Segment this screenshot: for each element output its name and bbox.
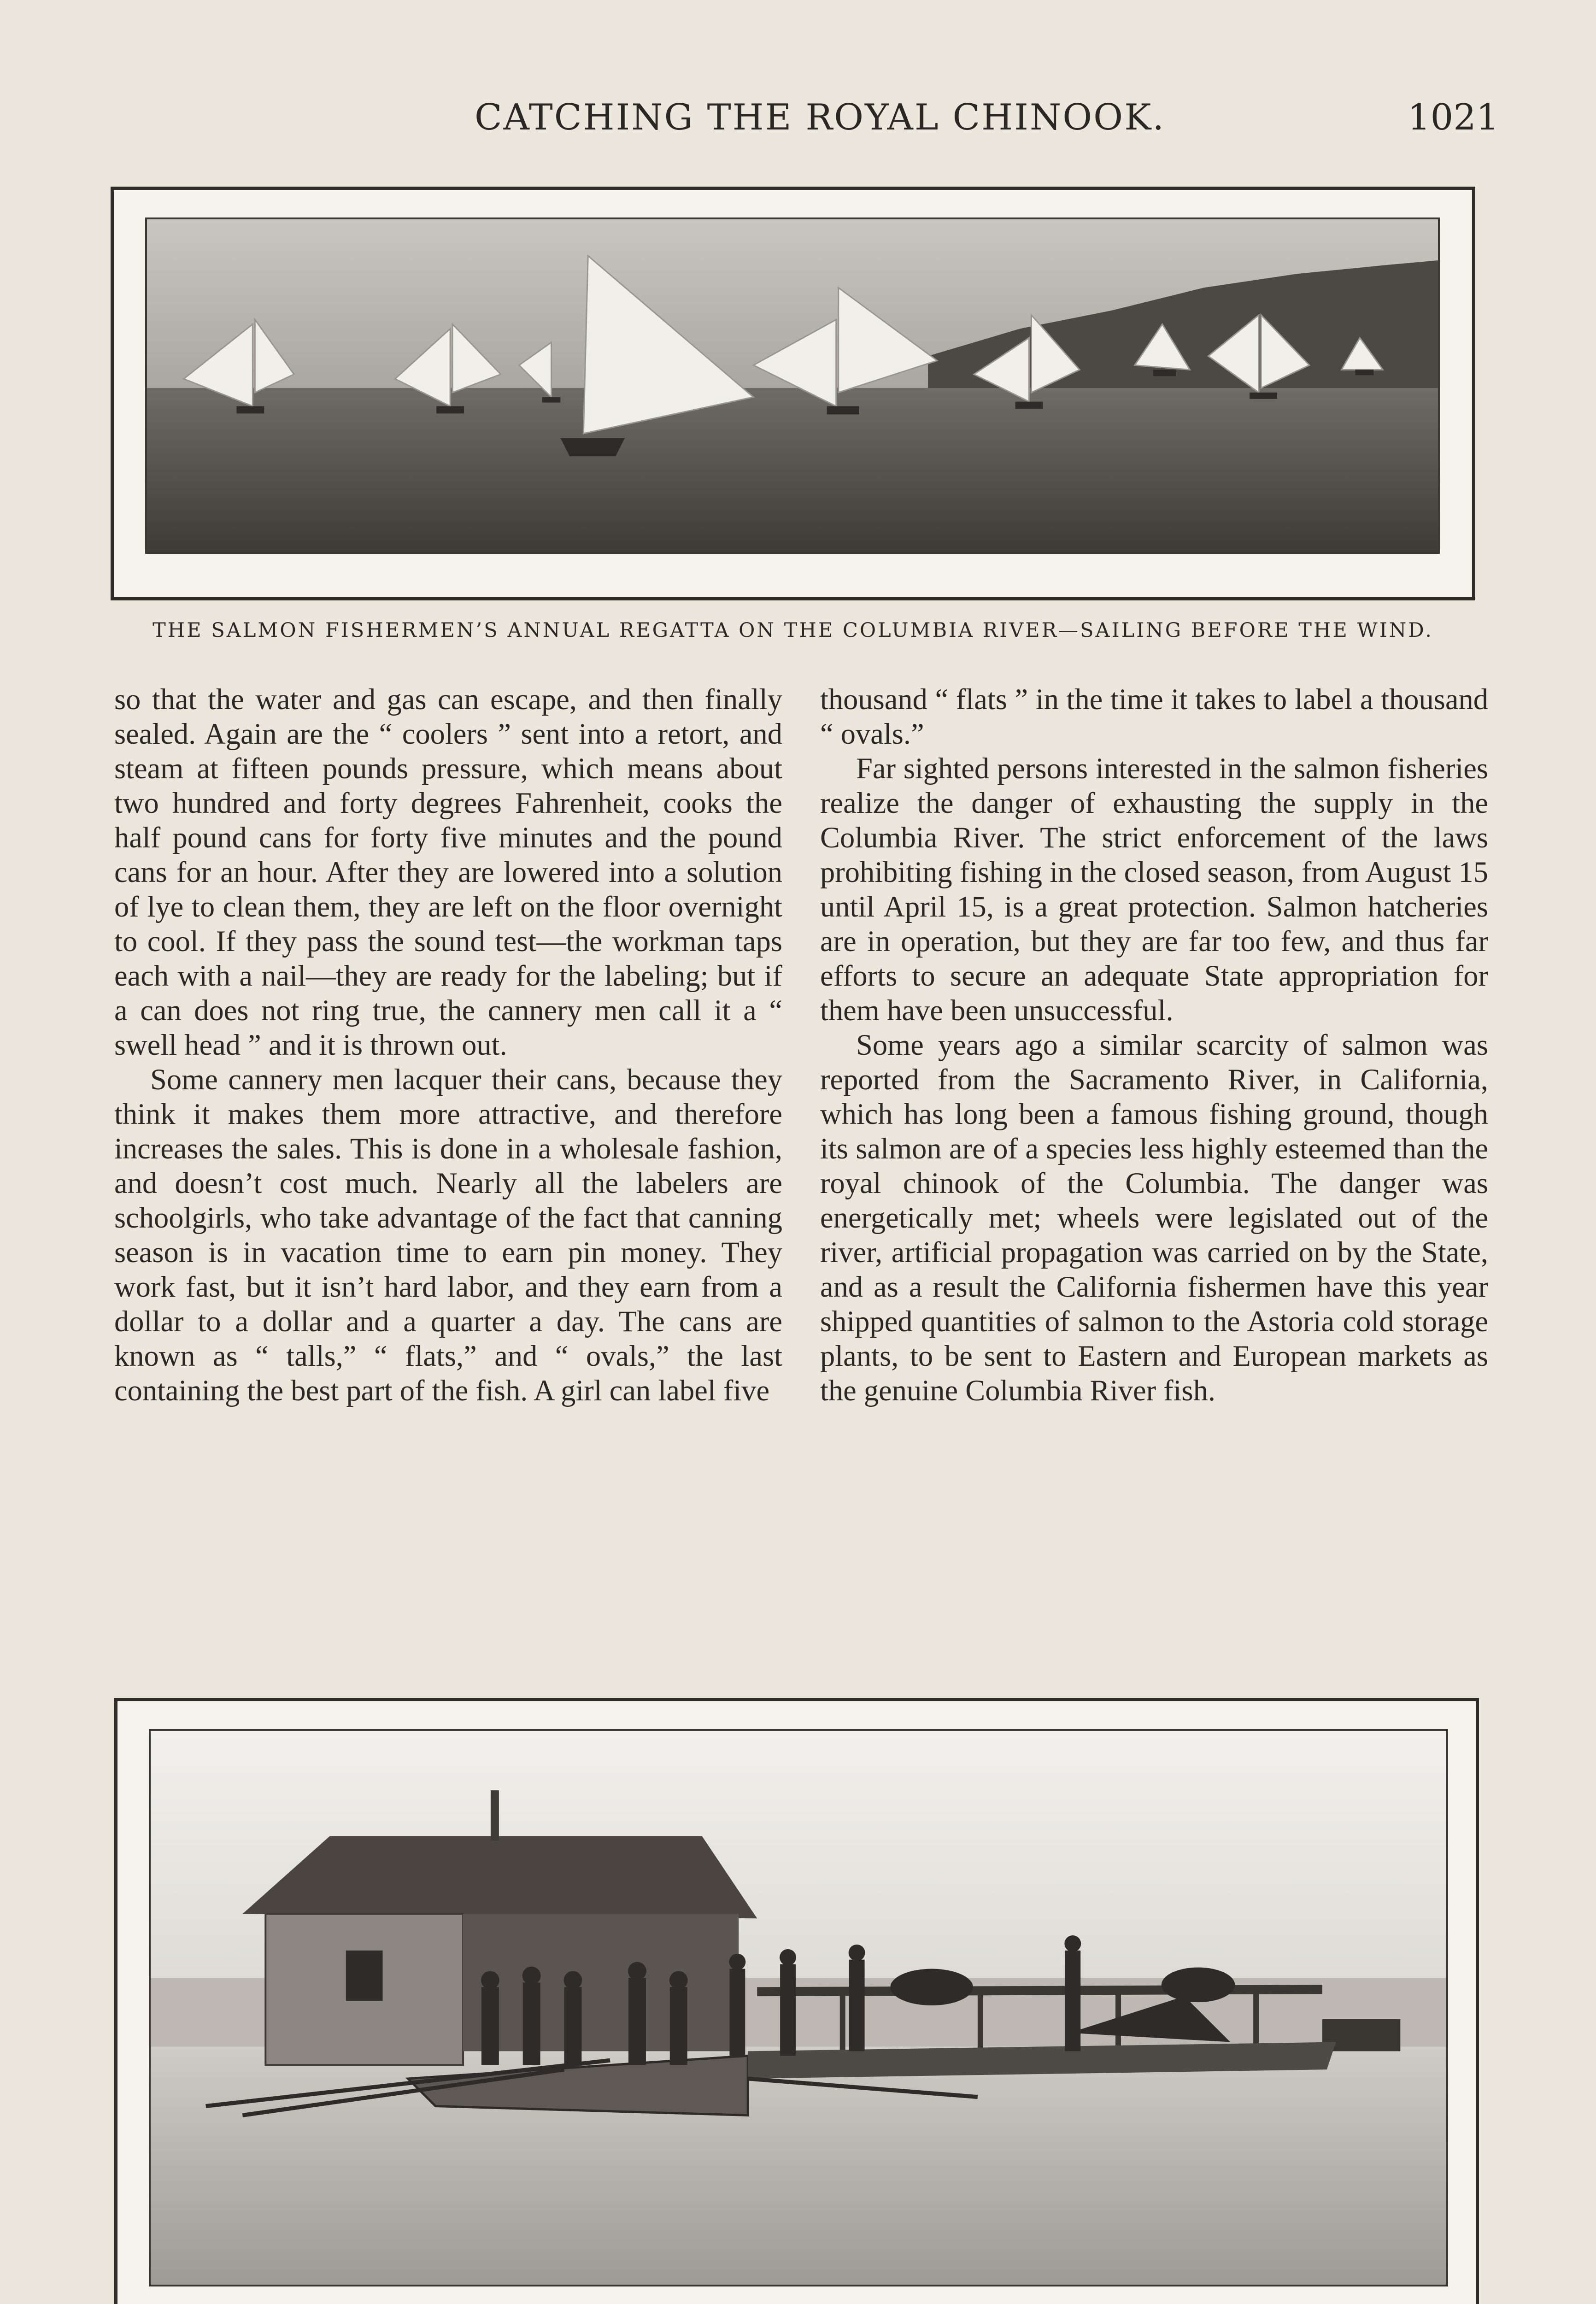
paragraph: Some cannery men lacquer their cans, because they think it makes them more attractive, and therefore increases the sales. This is done in a wholesale fashion, and doesn’t cost much. Nearly all the labelers are schoolgirls, who take advantage of the fact that canning season is in vacation time to earn pin money. They work fast, but it isn’t hard labor, and they earn from a dollar to a dollar and a quarter a day. The cans are known as “ talls,” “ flats,” and “ ovals,” the last containing the best part of the fish. A girl can label five: [114, 1063, 782, 1407]
bottom-photo-frame: [114, 1698, 1479, 2304]
article-right-column: [820, 682, 1488, 1408]
top-photo-frame: [111, 187, 1475, 600]
running-title: CATCHING THE ROYAL CHINOOK.: [475, 97, 1166, 138]
page-number: 1021: [1408, 97, 1499, 138]
paragraph: Far sighted persons interested in the salmon fisheries realize the danger of exhausting the supply in the Columbia River. The strict enforcement of the laws prohibiting fishing in the closed season, from August 15 until April 15, is a great protection. Salmon hatcheries are in operation, but they are far too few, and thus far efforts to secure an adequate State appropriation for them have been unsuccessful.: [820, 752, 1488, 1027]
paragraph: so that the water and gas can escape, and then finally sealed. Again are the “ coolers ” sent into a retort, and steam at fifteen pounds pressure, which means about two hundred and forty degrees Fahrenheit, cooks the half pound cans for forty five minutes and the pound cans for an hour. After they are lowered into a solution of lye to clean them, they are left on the floor overnight to cool. If they pass the sound test—the workman taps each with a nail—they are ready for the labeling; but if a can does not ring true, the cannery men call it a “ swell head ” and it is thrown out.: [114, 683, 782, 1061]
top-photo-caption: THE SALMON FISHERMEN’S ANNUAL REGATTA ON THE COLUMBIA RIVER—SAILING BEFORE THE WIND.: [153, 619, 1433, 642]
regatta-photo: [145, 217, 1440, 554]
paragraph: Some years ago a similar scarcity of salmon was reported from the Sacramento River, in California, which has long been a famous fishing ground, though its salmon are of a species less highly esteemed than the royal chinook of the Columbia. The danger was energetically met; wheels were legislated out of the river, artificial propagation was carried on by the State, and as a result the California fishermen have this year shipped quantities of salmon to the Astoria cold storage plants, to be sent to Eastern and European markets as the genuine Columbia River fish.: [820, 1029, 1488, 1407]
seine-crew-photo: [149, 1729, 1448, 2286]
article-left-column: [114, 682, 782, 1408]
paragraph: thousand “ flats ” in the time it takes to label a thousand “ ovals.”: [820, 683, 1488, 750]
